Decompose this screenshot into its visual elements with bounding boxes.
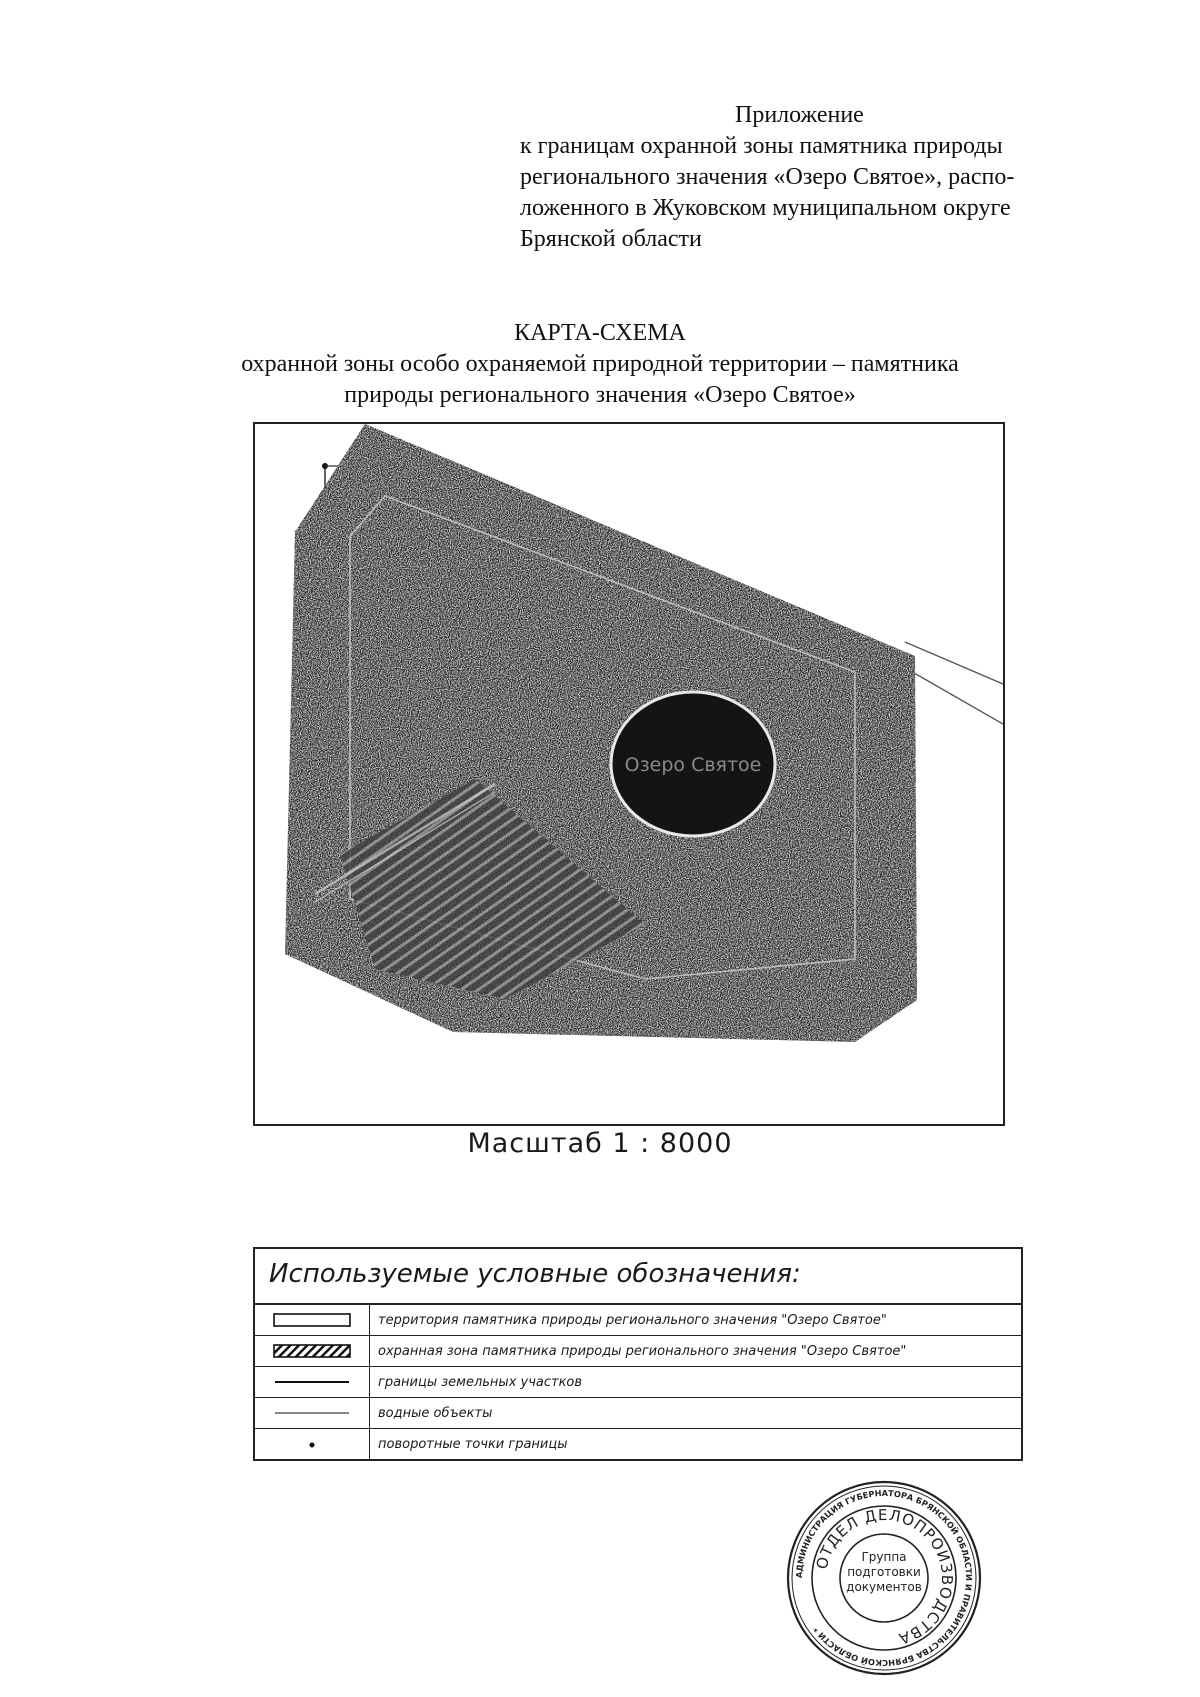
stamp-center-line: подготовки [847,1565,921,1579]
appendix-header [520,100,1080,255]
legend-item-text: охранная зона памятника природы регионального значения "Озеро Святое" [378,1343,907,1359]
title-line: природы регионального значения «Озеро Святое» [344,382,856,408]
legend-item-text: границы земельных участков [378,1374,583,1390]
stamp-center-line: документов [846,1580,922,1594]
legend-item-text: территория памятника природы регионального значения "Озеро Святое" [378,1312,887,1328]
title-heading: КАРТА-СХЕМА [514,320,686,346]
map-scale: Масштаб 1 : 8000 [467,1128,733,1159]
legend-row [255,1336,1021,1367]
water-object-line [905,642,1003,684]
hatched-rect-icon [255,1336,370,1366]
lake-label: Озеро Святое [624,754,762,776]
stamp-outer-text: АДМИНИСТРАЦИЯ ГУБЕРНАТОРА БРЯНСКОЙ ОБЛАСТИ И ПРАВИТЕЛЬСТВА БРЯНСКОЙ ОБЛАСТИ * [793,1487,975,1669]
document-title [150,318,1050,411]
legend-item-text: поворотные точки границы [378,1436,568,1452]
double-line-icon [255,1367,370,1397]
legend-item-text: водные объекты [378,1405,493,1421]
appendix-heading: Приложение [735,102,864,128]
map-image [255,424,1003,1124]
title-line: охранной зоны особо охраняемой природной территории – памятника [241,351,959,377]
stamp-center-text [839,1550,929,1595]
legend-row [255,1429,1021,1459]
appendix-line: ложенного в Жуковском муниципальном округе [520,195,1011,221]
legend-table [253,1247,1023,1461]
appendix-line: регионального значения «Озеро Святое», распо- [520,164,1015,190]
stamp-inner-text: ОТДЕЛ ДЕЛОПРОИЗВОДСТВА [812,1505,957,1649]
legend-row [255,1398,1021,1429]
dot-icon [255,1429,370,1459]
appendix-line: к границам охранной зоны памятника природы [520,133,1003,159]
legend-row [255,1305,1021,1336]
legend-row [255,1367,1021,1398]
appendix-line: Брянской области [520,226,702,252]
stamp-center-line: Группа [861,1550,907,1564]
outline-rect-icon [255,1305,370,1335]
map-scheme [253,422,1005,1126]
thin-line-icon [255,1398,370,1428]
official-stamp [784,1478,984,1678]
legend-title: Используемые условные обозначения: [255,1249,1021,1305]
